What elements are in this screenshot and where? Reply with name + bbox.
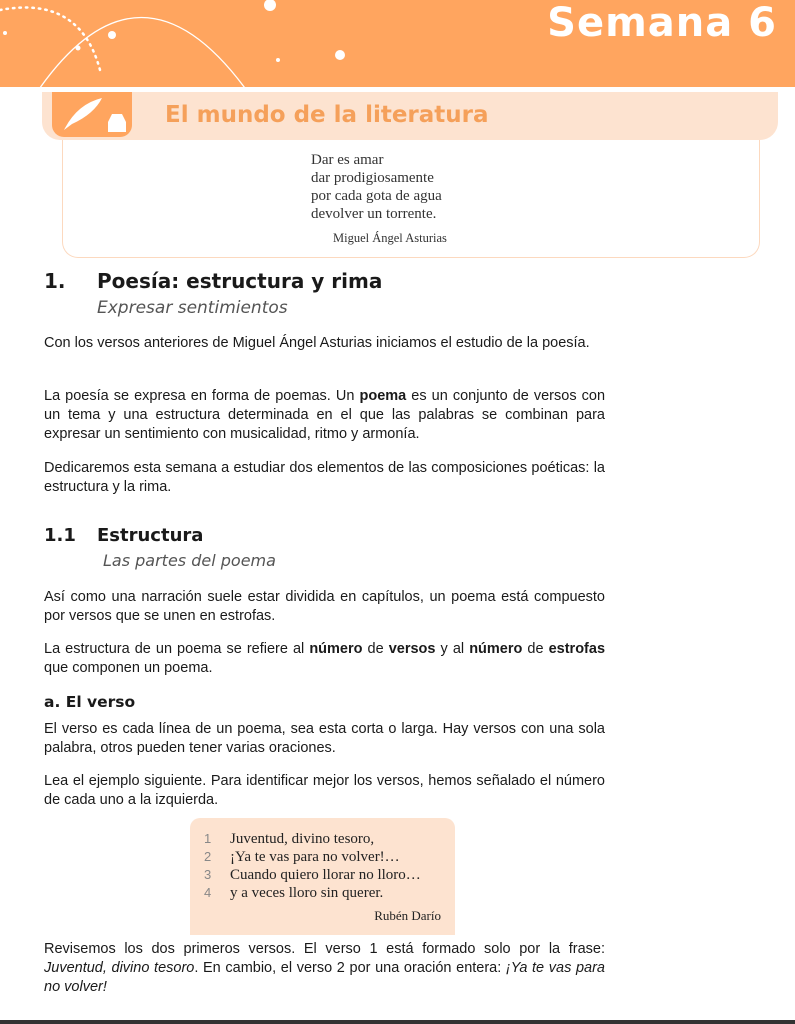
section-title: Poesía: estructura y rima <box>97 269 383 293</box>
quote-poem <box>311 151 442 223</box>
verse-line: 4 y a veces lloro sin querer. <box>204 885 384 901</box>
banner-title: El mundo de la literatura <box>165 102 489 128</box>
quote-line: dar prodigiosamente <box>311 170 434 186</box>
paragraph: Lea el ejemplo siguiente. Para identificar mejor los versos, hemos señalado el número de cada uno a la izquierda. <box>44 773 605 808</box>
subsection-subtitle: Las partes del poema <box>103 551 276 570</box>
subsection-title: Estructura <box>97 525 204 546</box>
quote-line: devolver un torrente. <box>311 206 437 222</box>
quote-author: Miguel Ángel Asturias <box>333 231 447 245</box>
example-author: Rubén Darío <box>374 908 441 923</box>
subsection-number: 1.1 <box>44 525 76 546</box>
example-poem-box <box>190 818 455 935</box>
paragraph: Dedicaremos esta semana a estudiar dos elementos de las composiciones poéticas: la estructura y la rima. <box>44 460 605 495</box>
quote-line: Dar es amar <box>311 152 384 168</box>
paragraph: Con los versos anteriores de Miguel Ángel Asturias iniciamos el estudio de la poesía. <box>44 335 590 351</box>
week-label: Semana 6 <box>547 0 777 46</box>
verse-line: 2 ¡Ya te vas para no volver!… <box>204 849 400 865</box>
verse-line: 3 Cuando quiero llorar no lloro… <box>204 867 421 883</box>
paragraph: Así como una narración suele estar dividida en capítulos, un poema está compuesto por versos que se unen en estrofas. <box>44 589 605 624</box>
page-bottom-border <box>0 1020 795 1024</box>
section-number: 1. <box>44 269 66 293</box>
verse-heading: a. El verso <box>44 693 136 711</box>
paragraph: La poesía se expresa en forma de poemas. Un poema es un conjunto de versos con un tema y una estructura determinada en el que las palabras se combinan para expresar un sentimiento con musicalidad, ritmo y armonía. <box>44 388 606 442</box>
section-subtitle: Expresar sentimientos <box>97 298 288 318</box>
quill-ink-icon <box>52 92 132 137</box>
quote-line: por cada gota de agua <box>311 188 442 204</box>
paragraph: Revisemos los dos primeros versos. El verso 1 está formado solo por la frase: Juventud, divino tesoro. En cambio, el verso 2 por una oración entera: ¡Ya te vas para no volver! <box>44 941 605 995</box>
verse-line: 1 Juventud, divino tesoro, <box>204 831 375 847</box>
page-header <box>0 0 795 87</box>
paragraph: La estructura de un poema se refiere al número de versos y al número de estrofas que componen un poema. <box>44 641 606 676</box>
paragraph: El verso es cada línea de un poema, sea esta corta o larga. Hay versos con una sola palabra, otros pueden tener varias oraciones. <box>44 721 605 756</box>
